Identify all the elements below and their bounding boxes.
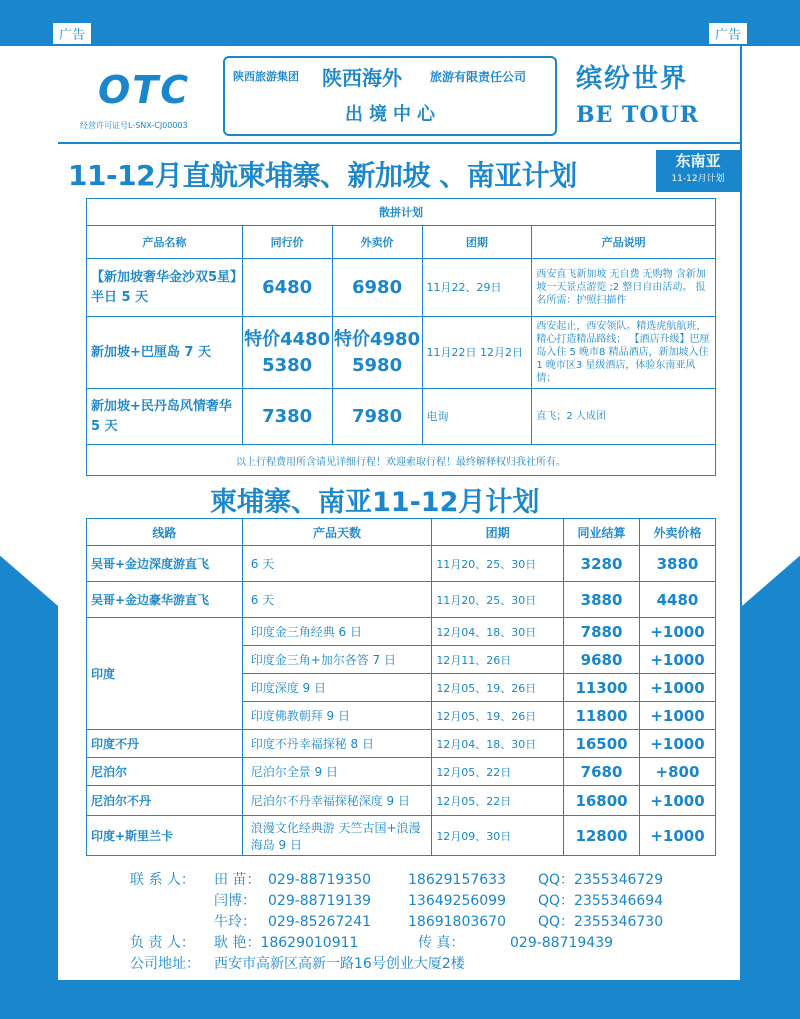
- route-name: 尼泊尔: [87, 758, 243, 786]
- region-tag-sub: 11-12月计划: [671, 174, 725, 184]
- tour-brand-en: BE TOUR: [576, 102, 700, 128]
- asia-tour-table: [86, 518, 716, 856]
- route-name: 印度: [87, 618, 243, 730]
- peer-price: 6480: [242, 259, 332, 317]
- col-header: 团期: [422, 226, 532, 259]
- side-text-left: 陕 西 海 外: [22, 655, 38, 739]
- col-header: 产品名称: [87, 226, 243, 259]
- tour-dates: 12月05、19、26日: [432, 702, 564, 730]
- peer-price: 7880: [564, 618, 640, 646]
- header: [58, 46, 740, 144]
- region-tag: [656, 150, 740, 192]
- col-header: 产品说明: [532, 226, 716, 259]
- contact-name: 牛玲：: [214, 914, 256, 930]
- table-caption: 散拼计划: [87, 199, 716, 226]
- side-text-right: 陕 西 海 外: [762, 655, 778, 739]
- peer-price: 12800: [564, 816, 640, 856]
- company-name: 旅游有限责任公司: [430, 70, 527, 84]
- peer-price: 16500: [564, 730, 640, 758]
- contact-row: [130, 870, 690, 891]
- product-days: 印度不丹幸福探秘 8 日: [242, 730, 432, 758]
- contact-qq: QQ：2355346729: [538, 872, 664, 888]
- contact-phone: 029-88719139: [268, 893, 372, 909]
- tour-dates: 11月20、25、30日: [432, 582, 564, 618]
- tour-dates: 12月11、26日: [432, 646, 564, 674]
- tour-dates: 12月05、22日: [432, 786, 564, 816]
- route-name: 吴哥+金边豪华游直飞: [87, 582, 243, 618]
- tour-dates: 11月22、29日: [422, 259, 532, 317]
- peer-price: 7380: [242, 389, 332, 445]
- group-tour-table: [86, 198, 716, 476]
- section1-title: 11-12月直航柬埔寨、新加坡 、南亚计划: [68, 159, 577, 192]
- contact-qq: QQ：2355346730: [538, 914, 664, 930]
- ad-label-right: 广告: [708, 22, 748, 45]
- retail-price: +1000: [640, 646, 716, 674]
- tour-dates: 12月09、30日: [432, 816, 564, 856]
- col-header: 团期: [432, 519, 564, 546]
- product-days: 印度金三角+加尔各答 7 日: [242, 646, 432, 674]
- peer-price: 3880: [564, 582, 640, 618]
- product-desc: 西安直飞新加坡 无自费 无购物 含新加坡一天景点游览 ;2 整日自由活动。 报名所需：护照扫描件: [532, 259, 716, 317]
- group-name: 陕西旅游集团: [233, 70, 299, 83]
- retail-price: +1000: [640, 786, 716, 816]
- table-note: 以上行程费用所含请见详细行程！欢迎索取行程！最终解释权归我社所有。: [87, 445, 716, 476]
- retail-price: +1000: [640, 702, 716, 730]
- retail-price: 特价4980 5980: [332, 317, 422, 389]
- manager-contact: 耿 艳：18629010911: [214, 935, 359, 951]
- tour-dates: 电询: [422, 389, 532, 445]
- product-name: 【新加坡奢华金沙双5星】半日 5 天: [87, 259, 243, 317]
- tour-dates: 11月20、25、30日: [432, 546, 564, 582]
- product-desc: 西安起止，西安领队。精选虎航航班，精心打造精品路线； 【酒店升级】巴厘岛入住 5 晚市8 精品酒店，新加坡入住 1 晚市区3 星级酒店，体验东南亚风情；: [532, 317, 716, 389]
- table-row: [87, 730, 716, 758]
- left-margin-panel: [0, 46, 58, 606]
- product-desc: 直飞；2 人成团: [532, 389, 716, 445]
- peer-price: 3280: [564, 546, 640, 582]
- contact-phone: 029-88719350: [268, 872, 372, 888]
- col-header: 产品天数: [242, 519, 432, 546]
- retail-price: 6980: [332, 259, 422, 317]
- table-row: [87, 786, 716, 816]
- contact-block: [130, 870, 690, 975]
- peer-price: 特价4480 5380: [242, 317, 332, 389]
- col-header: 外卖价: [332, 226, 422, 259]
- tour-dates: 12月05、22日: [432, 758, 564, 786]
- right-margin-panel: [742, 46, 800, 606]
- col-header: 外卖价格: [640, 519, 716, 546]
- retail-price: 7980: [332, 389, 422, 445]
- contact-mobile: 18691803670: [408, 914, 506, 930]
- retail-price: +1000: [640, 618, 716, 646]
- contact-label: 联 系 人：: [130, 872, 195, 888]
- fax-label: 传 真：: [418, 935, 465, 951]
- col-header: 线路: [87, 519, 243, 546]
- product-days: 6 天: [242, 582, 432, 618]
- retail-price: 4480: [640, 582, 716, 618]
- product-days: 浪漫文化经典游 天竺古国+浪漫海岛 9 日: [242, 816, 432, 856]
- table-row: [87, 618, 716, 646]
- contact-row: [130, 912, 690, 933]
- tour-dates: 12月04、18、30日: [432, 730, 564, 758]
- retail-price: +1000: [640, 674, 716, 702]
- tour-dates: 12月05、19、26日: [432, 674, 564, 702]
- col-header: 同行价: [242, 226, 332, 259]
- tour-dates: 11月22日 12月2日: [422, 317, 532, 389]
- retail-price: 3880: [640, 546, 716, 582]
- company-banner: [223, 56, 557, 136]
- contact-phone: 029-85267241: [268, 914, 372, 930]
- table-row: [87, 758, 716, 786]
- contact-qq: QQ：2355346694: [538, 893, 664, 909]
- peer-price: 11300: [564, 674, 640, 702]
- manager-label: 负 责 人：: [130, 935, 195, 951]
- contact-mobile: 13649256099: [408, 893, 506, 909]
- product-name: 新加坡+巴厘岛 7 天: [87, 317, 243, 389]
- product-days: 6 天: [242, 546, 432, 582]
- product-days: 印度佛教朝拜 9 日: [242, 702, 432, 730]
- table-row: [87, 816, 716, 856]
- region-tag-main: 东南亚: [675, 152, 721, 170]
- table-row: [87, 317, 716, 389]
- brand-name: 陕西海外: [322, 66, 402, 90]
- address: 西安市高新区高新一路16号创业大厦2楼: [214, 956, 465, 972]
- table-row: [87, 582, 716, 618]
- route-name: 吴哥+金边深度游直飞: [87, 546, 243, 582]
- route-name: 印度不丹: [87, 730, 243, 758]
- ad-label-left: 广告: [52, 22, 92, 45]
- route-name: 尼泊尔不丹: [87, 786, 243, 816]
- route-name: 印度+斯里兰卡: [87, 816, 243, 856]
- contact-name: 田 苗：: [214, 872, 261, 888]
- address-label: 公司地址：: [130, 956, 200, 972]
- contact-row: [130, 933, 690, 954]
- contact-name: 闫博：: [214, 893, 256, 909]
- peer-price: 16800: [564, 786, 640, 816]
- table-row: [87, 389, 716, 445]
- col-header: 同业结算: [564, 519, 640, 546]
- product-name: 新加坡+民丹岛风情奢华 5 天: [87, 389, 243, 445]
- retail-price: +1000: [640, 730, 716, 758]
- otc-logo: OTC: [98, 68, 191, 112]
- product-days: 尼泊尔全景 9 日: [242, 758, 432, 786]
- retail-price: +800: [640, 758, 716, 786]
- table-row: [87, 546, 716, 582]
- peer-price: 11800: [564, 702, 640, 730]
- tour-dates: 12月04、18、30日: [432, 618, 564, 646]
- retail-price: +1000: [640, 816, 716, 856]
- table-row: [87, 259, 716, 317]
- peer-price: 7680: [564, 758, 640, 786]
- contact-row: [130, 954, 690, 975]
- product-days: 尼泊尔不丹幸福探秘深度 9 日: [242, 786, 432, 816]
- center-name: 出境中心: [345, 104, 441, 125]
- peer-price: 9680: [564, 646, 640, 674]
- contact-row: [130, 891, 690, 912]
- section2-title: 柬埔寨、南亚11-12月计划: [210, 487, 540, 518]
- footer: 彩68 西北国际版 旅游网站建设专家 www.xinyour.net 专注旅游微电商研发: [58, 1000, 363, 1010]
- product-days: 印度金三角经典 6 日: [242, 618, 432, 646]
- product-days: 印度深度 9 日: [242, 674, 432, 702]
- fax-number: 029-88719439: [510, 935, 614, 951]
- license-number: 经营许可证号L-SNX-CJ00003: [80, 121, 188, 130]
- tour-brand-cn: 缤纷世界: [576, 64, 689, 94]
- contact-mobile: 18629157633: [408, 872, 506, 888]
